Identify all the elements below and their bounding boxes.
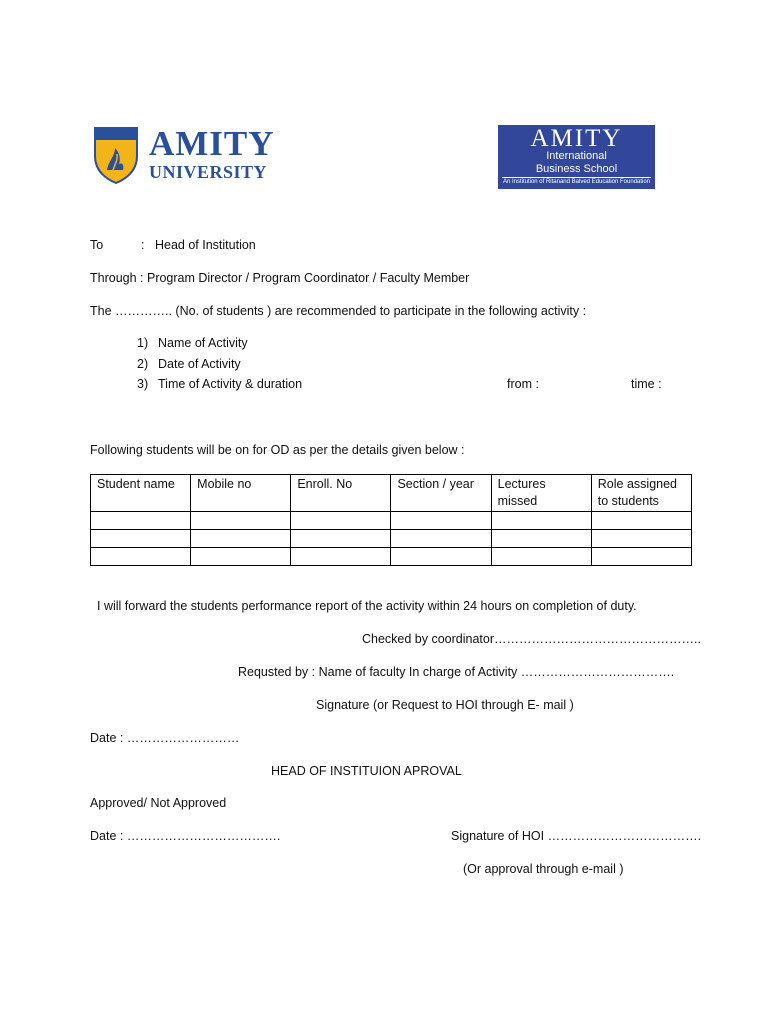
university-wordmark: UNIVERSITY — [149, 162, 268, 182]
to-value: Head of Institution — [155, 238, 256, 252]
header-enroll-no: Enroll. No — [291, 475, 391, 512]
table-cell[interactable] — [591, 548, 691, 566]
header-mobile-no: Mobile no — [191, 475, 291, 512]
approved-not-approved: Approved/ Not Approved — [90, 796, 227, 810]
list-number: 1) — [137, 336, 149, 350]
header-role-assigned: Role assigned to students — [591, 475, 691, 512]
table-row — [91, 548, 692, 566]
table-cell[interactable] — [91, 530, 191, 548]
list-number: 2) — [137, 357, 149, 371]
hoi-signature: Signature of HOI ………………………………. — [451, 829, 702, 843]
table-cell[interactable] — [391, 530, 491, 548]
list-number: 3) — [137, 377, 149, 391]
table-cell[interactable] — [91, 512, 191, 530]
time-label: time : — [631, 377, 662, 391]
aibs-amity-wordmark: AMITY — [530, 125, 623, 152]
header-lectures-missed: Lectures missed — [491, 475, 591, 512]
table-cell[interactable] — [191, 548, 291, 566]
table-cell[interactable] — [491, 548, 591, 566]
table-cell[interactable] — [491, 530, 591, 548]
to-label: To — [90, 238, 104, 252]
list-label: Date of Activity — [158, 357, 241, 371]
header-section-year: Section / year — [391, 475, 491, 512]
aibs-line-international: International — [546, 150, 607, 162]
forward-statement: I will forward the students performance report of the activity within 24 hours on completion of duty. — [97, 599, 637, 613]
list-label: Name of Activity — [158, 336, 248, 350]
table-cell[interactable] — [91, 548, 191, 566]
from-label: from : — [507, 377, 539, 391]
table-row — [91, 512, 692, 530]
aibs-tagline: An Institution of Ritanand Balved Education Foundation — [502, 179, 651, 185]
table-cell[interactable] — [291, 512, 391, 530]
list-item — [137, 357, 241, 371]
table-header-row — [91, 475, 692, 512]
aibs-logo — [498, 125, 655, 189]
table-cell[interactable] — [191, 512, 291, 530]
table-cell[interactable] — [291, 530, 391, 548]
table-cell[interactable] — [591, 530, 691, 548]
table-cell[interactable] — [391, 512, 491, 530]
list-item — [137, 336, 248, 350]
table-row — [91, 530, 692, 548]
aibs-line-business-school: Business School — [535, 163, 618, 175]
list-label: Time of Activity & duration — [158, 377, 303, 391]
date-field-2: Date : ………………………………. — [90, 829, 281, 843]
table-cell[interactable] — [591, 512, 691, 530]
requested-by: Requsted by : Name of faculty In charge of Activity ………………………………. — [238, 665, 675, 679]
amity-university-logo — [93, 126, 273, 186]
table-cell[interactable] — [291, 548, 391, 566]
table-intro: Following students will be on for OD as per the details given below : — [90, 443, 465, 457]
table-cell[interactable] — [391, 548, 491, 566]
email-approval-note: (Or approval through e-mail ) — [463, 862, 624, 876]
table-cell[interactable] — [491, 512, 591, 530]
signature-request: Signature (or Request to HOI through E- mail ) — [316, 698, 574, 712]
header-student-name: Student name — [91, 475, 191, 512]
to-separator: : — [141, 238, 145, 252]
table-cell[interactable] — [191, 530, 291, 548]
amity-shield-icon — [93, 126, 139, 184]
recommend-line: The ………….. (No. of students ) are recommended to participate in the following activity : — [90, 304, 587, 318]
amity-wordmark: AMITY — [149, 124, 275, 163]
checked-by-coordinator: Checked by coordinator………………………………………….. — [362, 632, 701, 646]
hoi-approval-heading: HEAD OF INSTITUION APROVAL — [271, 764, 462, 778]
through-line: Through : Program Director / Program Coordinator / Faculty Member — [90, 271, 470, 285]
list-item — [137, 377, 302, 391]
date-field-1: Date : ……………………… — [90, 731, 240, 745]
students-table — [90, 474, 692, 566]
